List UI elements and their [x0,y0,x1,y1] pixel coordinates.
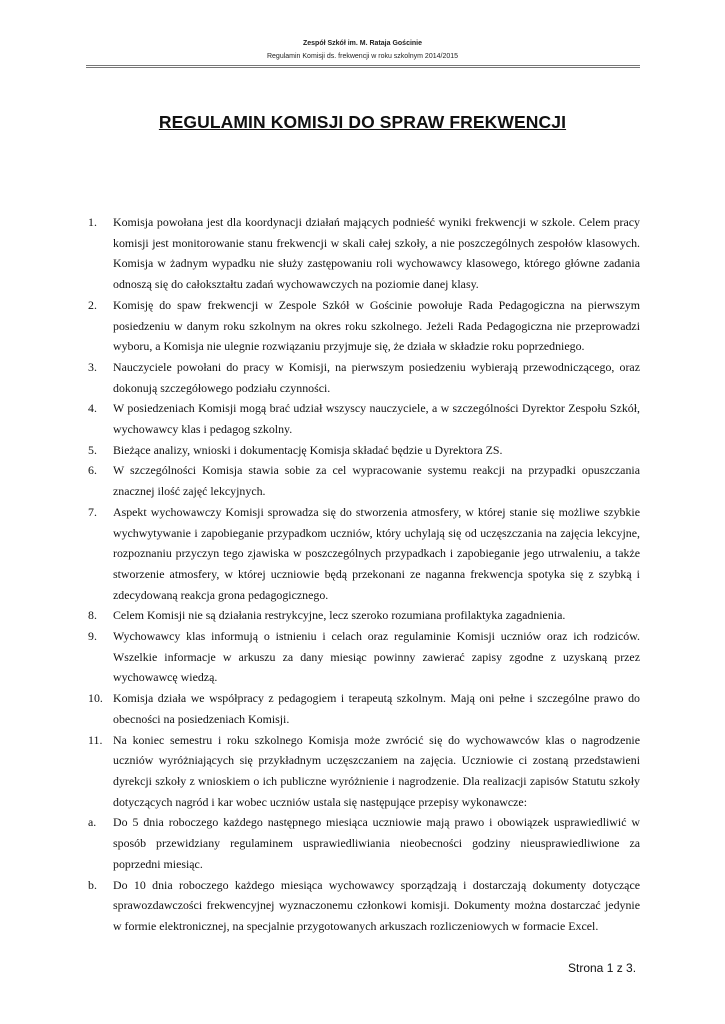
list-item-number: 4. [88,401,97,416]
document-title: REGULAMIN KOMISJI DO SPRAW FREKWENCJI [158,112,567,132]
list-item-text: Komisja działa we współpracy z pedagogiem i terapeutą szkolnym. Mają oni pełne i szczególne prawo do obecności na posiedzeniach Komisji. [113,691,640,726]
list-item [88,502,640,606]
list-item [88,212,640,295]
list-item [88,688,640,729]
list-item [88,440,640,461]
list-item-number: 5. [88,442,97,457]
header-divider-bottom [86,67,640,68]
list-item-text: Komisja powołana jest dla koordynacji działań mających podnieść wyniki frekwencji w szkole. Celem pracy komisji jest monitorowanie stanu frekwencji w skali całej szkoły, a nie poszczególnych zespołów klasowych. Komisja w żadnym wypadku nie służy zastępowaniu roli wychowawcy klasowego, którego główne zadania odnoszą się do całokształtu zadań wychowawczych na poziomie danej klasy. [113,215,640,292]
header-school-name: Zespół Szkół im. M. Rataja Gościnie [302,40,423,47]
list-item [88,730,640,813]
header-divider-top [86,65,640,66]
list-item-number: 11. [88,732,103,747]
list-item [88,295,640,357]
list-item-text: Aspekt wychowawczy Komisji sprowadza się do stworzenia atmosfery, w której stanie się możliwe szybkie wychwytywanie i zapobieganie przypadkom uczniów, który uchylają się od uczęszczania na zajęcia lekcyjne, rozpoznaniu przyczyn tego zjawiska w poszczególnych przypadkach i zapobieganie jego utrwaleniu, a także stworzenie atmosfery, w której uczniowie będą przekonani ze naganna frekwencja spotyka się z szybką i zdecydowaną reakcja grona pedagogicznego. [113,504,640,602]
list-item [88,460,640,501]
list-item-text: Do 5 dnia roboczego każdego następnego miesiąca uczniowie mają prawo i obowiązek usprawiedliwić w sposób przewidziany regulaminem usprawiedliwiania nieobecności godziny nieusprawiedliwione za poprzedni miesiąc. [113,815,640,871]
list-item-number: 6. [88,463,97,478]
list-item [88,626,640,688]
list-item-number: 9. [88,629,97,644]
list-item-number: 1. [88,215,97,229]
list-item-number: a. [88,815,97,830]
list-item [88,605,640,626]
list-item [88,357,640,398]
list-item-number: 10. [88,691,103,706]
list-item-number: 2. [88,297,97,312]
list-item-text: W posiedzeniach Komisji mogą brać udział wszyscy nauczyciele, a w szczególności Dyrektor Zespołu Szkół, wychowawcy klas i pedagog szkolny. [113,401,640,437]
list-item [88,875,640,937]
list-item [88,812,640,874]
list-item-number: 8. [88,608,97,623]
list-item-number: b. [88,877,97,892]
list-item-text: Do 10 dnia roboczego każdego miesiąca wychowawcy sporządzają i dostarczają dokumenty dotyczące sprawozdawczości frekwencyjnej wyznaczonemu członkowi komisji. Dokumenty można dostarczać jedynie w formie elektronicznej, na specjalnie przygotowanych arkuszach rozliczeniowych w formacie Excel. [113,877,640,933]
page-number: Strona 1 z 3. [568,961,637,975]
list-item [88,398,640,439]
list-item-text: Na koniec semestru i roku szkolnego Komisja może zwrócić się do wychowawców klas o nagrodzenie uczniów wyróżniających się przykładnym uczęszczaniem na zajęcia. Uczniowie ci zostaną przedstawieni dyrekcji szkoły z wnioskiem o ich publiczne wyróżnienie i nagrodzenie. Dla realizacji zapisów Statutu szkoły dotyczących nagród i kar wobec uczniów ustala się następujące przepisy wykonawcze: [113,732,640,809]
list-item-text: Komisję do spaw frekwencji w Zespole Szkół w Gościnie powołuje Rada Pedagogiczna na pierwszym posiedzeniu w danym roku szkolnym na okres roku szkolnego. Jeżeli Rada Pedagogiczna nie przeprowadzi wyboru, a Komisja nie ulegnie rozwiązaniu przyjmuje się, że działa w składzie roku poprzedniego. [113,297,640,354]
list-item-text: Celem Komisji nie są działania restrykcyjne, lecz szeroko rozumiana profilaktyka zagadnienia. [113,608,566,623]
regulation-list [88,212,640,937]
list-item-text: Nauczyciele powołani do pracy w Komisji, na pierwszym posiedzeniu wybierają przewodniczącego, oraz dokonują szczegółowego podziału czynności. [113,359,640,395]
header-subtitle: Regulamin Komisji ds. frekwencji w roku szkolnym 2014/2015 [266,53,459,60]
list-item-number: 7. [88,504,97,519]
list-item-number: 3. [88,359,97,374]
list-item-text: Wychowawcy klas informują o istnieniu i celach oraz regulaminie Komisji uczniów oraz ich rodziców. Wszelkie informacje w arkuszu za dany miesiąc powinny zawierać zapisy zgodne z uzyskaną przez wychowawcę wiedzą. [113,629,640,685]
list-item-text: Bieżące analizy, wnioski i dokumentację Komisja składać będzie u Dyrektora ZS. [113,442,503,457]
list-item-text: W szczególności Komisja stawia sobie za cel wypracowanie systemu reakcji na przypadki opuszczania znacznej ilość zajęć lekcyjnych. [113,463,640,499]
